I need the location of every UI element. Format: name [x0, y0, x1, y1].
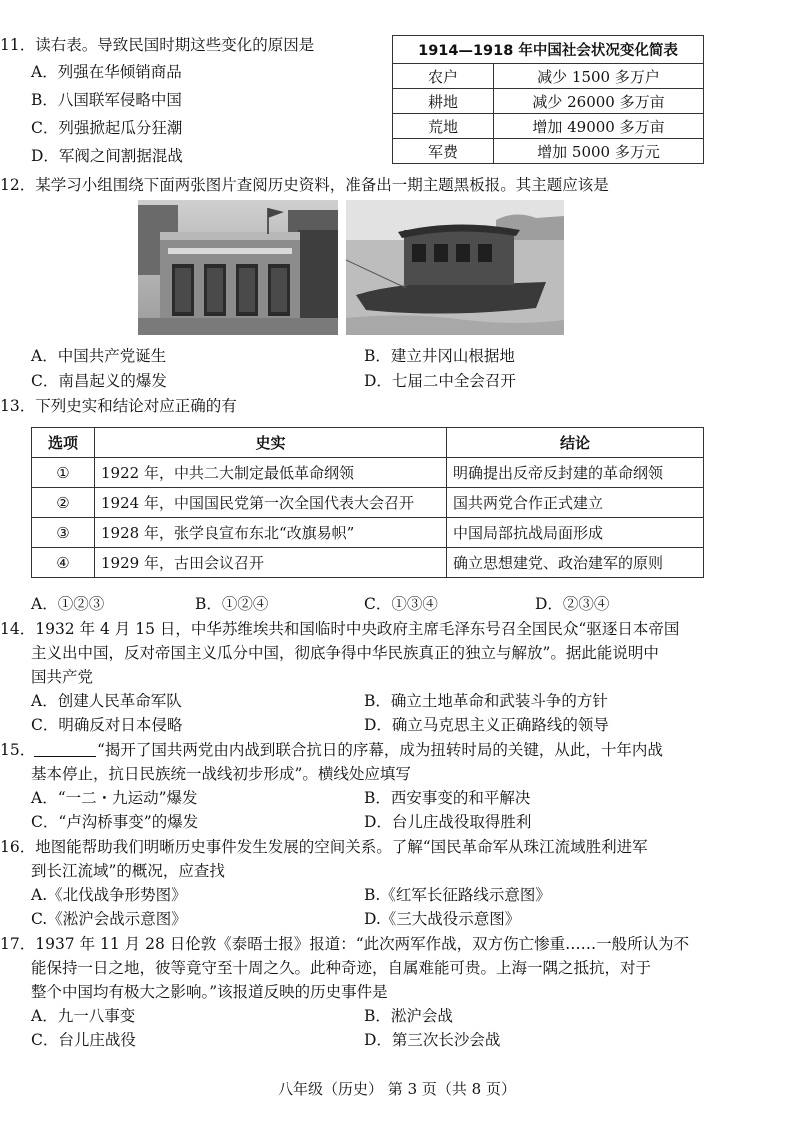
q11-table	[392, 35, 704, 164]
q13-header-fact: 史实	[95, 428, 447, 458]
q15-stem-line: “揭开了国共两党由内战到联合抗日的序幕，成为扭转时局的关键，从此，十年内战	[97, 741, 663, 759]
q11-option-c: C．列强掀起瓜分狂潮	[31, 119, 183, 137]
red-boat-photo	[346, 200, 564, 335]
q13-option-a: A．①②③	[31, 595, 105, 613]
q15-stem-line: 基本停止，抗日民族统一战线初步形成”。横线处应填写	[31, 765, 411, 783]
q14-stem-line: 国共产党	[31, 668, 94, 686]
q16-stem-line: 到长江流域”的概况，应查找	[31, 862, 225, 880]
q13-option-d: D．②③④	[535, 595, 610, 613]
q14-option-d: D．确立马克思主义正确路线的领导	[364, 716, 609, 734]
q15-blank-line	[34, 756, 96, 757]
q17-stem-line: 整个中国均有极大之影响。”该报道反映的历史事件是	[31, 983, 388, 1001]
q14-stem-line: 主义出中国，反对帝国主义瓜分中国，彻底争得中华民族真正的独立与解放”。据此能说明中	[31, 644, 659, 662]
q17-option-b: B．淞沪会战	[364, 1007, 453, 1025]
q17-stem-line: 17．1937 年 11 月 28 日伦敦《泰晤士报》报道：“此次两军作战，双方伤亡惨重……一般所认为不	[0, 935, 690, 953]
q13-cell: 中国局部抗战局面形成	[447, 518, 704, 548]
q13-option-b: B．①②④	[195, 595, 269, 613]
q11-table-cell: 减少 1500 多万户	[494, 64, 704, 89]
q11-table-cell: 增加 5000 多万元	[494, 139, 704, 164]
q13-cell: 国共两党合作正式建立	[447, 488, 704, 518]
q13-stem: 13．下列史实和结论对应正确的有	[0, 397, 237, 415]
q17-stem-line: 能保持一日之地，彼等竟守至十周之久。此种奇迹，自属难能可贵。上海一隅之抵抗，对于	[31, 959, 652, 977]
q11-table-cell: 农户	[393, 64, 494, 89]
q13-cell: 1928 年，张学良宣布东北“改旗易帜”	[95, 518, 447, 548]
q15-option-a: A．“一二・九运动”爆发	[31, 789, 198, 807]
q14-option-c: C．明确反对日本侵略	[31, 716, 183, 734]
q17-option-c: C．台儿庄战役	[31, 1031, 136, 1049]
q12-stem: 12．某学习小组围绕下面两张图片查阅历史资料，准备出一期主题黑板报。其主题应该是	[0, 176, 609, 194]
q13-cell: ②	[32, 488, 95, 518]
q11-table-cell: 军费	[393, 139, 494, 164]
q12-option-b: B．建立井冈山根据地	[364, 347, 515, 365]
q12-option-a: A．中国共产党诞生	[31, 347, 167, 365]
q13-cell: ④	[32, 548, 95, 578]
q12-option-c: C．南昌起义的爆发	[31, 372, 167, 390]
q16-option-a: A.《北伐战争形势图》	[31, 886, 187, 904]
q13-cell: 确立思想建党、政治建军的原则	[447, 548, 704, 578]
historic-building-photo	[138, 200, 338, 335]
q11-stem: 11．读右表。导致民国时期这些变化的原因是	[0, 36, 315, 54]
q11-option-a: A．列强在华倾销商品	[31, 63, 182, 81]
q17-option-a: A．九一八事变	[31, 1007, 136, 1025]
q11-option-b: B．八国联军侵略中国	[31, 91, 182, 109]
q15-option-c: C．“卢沟桥事变”的爆发	[31, 813, 199, 831]
q11-option-d: D．军阀之间割据混战	[31, 147, 183, 165]
q13-cell: 1929 年，古田会议召开	[95, 548, 447, 578]
q13-cell: 1924 年，中国国民党第一次全国代表大会召开	[95, 488, 447, 518]
q11-table-cell: 荒地	[393, 114, 494, 139]
q13-header-option: 选项	[32, 428, 95, 458]
q13-cell: 1922 年，中共二大制定最低革命纲领	[95, 458, 447, 488]
q11-table-cell: 减少 26000 多万亩	[494, 89, 704, 114]
q13-table	[31, 427, 704, 578]
q11-table-title: 1914—1918 年中国社会状况变化简表	[393, 36, 704, 64]
q16-option-c: C.《淞沪会战示意图》	[31, 910, 187, 928]
q13-cell: 明确提出反帝反封建的革命纲领	[447, 458, 704, 488]
q11-table-cell: 耕地	[393, 89, 494, 114]
q15-option-d: D．台儿庄战役取得胜利	[364, 813, 532, 831]
q15-number: 15．	[0, 741, 36, 759]
q14-stem-line: 14．1932 年 4 月 15 日，中华苏维埃共和国临时中央政府主席毛泽东号召全国民众“驱逐日本帝国	[0, 620, 680, 638]
q13-cell: ①	[32, 458, 95, 488]
q13-cell: ③	[32, 518, 95, 548]
q12-option-d: D．七届二中全会召开	[364, 372, 516, 390]
q17-option-d: D．第三次长沙会战	[364, 1031, 501, 1049]
q13-header-conclusion: 结论	[447, 428, 704, 458]
q14-option-a: A．创建人民革命军队	[31, 692, 182, 710]
page-footer: 八年级（历史） 第 3 页（共 8 页）	[278, 1080, 516, 1098]
q14-option-b: B．确立土地革命和武装斗争的方针	[364, 692, 608, 710]
q13-option-c: C．①③④	[364, 595, 438, 613]
q16-option-d: D.《三大战役示意图》	[364, 910, 521, 928]
q16-stem-line: 16．地图能帮助我们明晰历史事件发生发展的空间关系。了解“国民革命军从珠江流域胜利进军	[0, 838, 648, 856]
q11-table-cell: 增加 49000 多万亩	[494, 114, 704, 139]
q15-option-b: B．西安事变的和平解决	[364, 789, 531, 807]
q16-option-b: B.《红军长征路线示意图》	[364, 886, 551, 904]
